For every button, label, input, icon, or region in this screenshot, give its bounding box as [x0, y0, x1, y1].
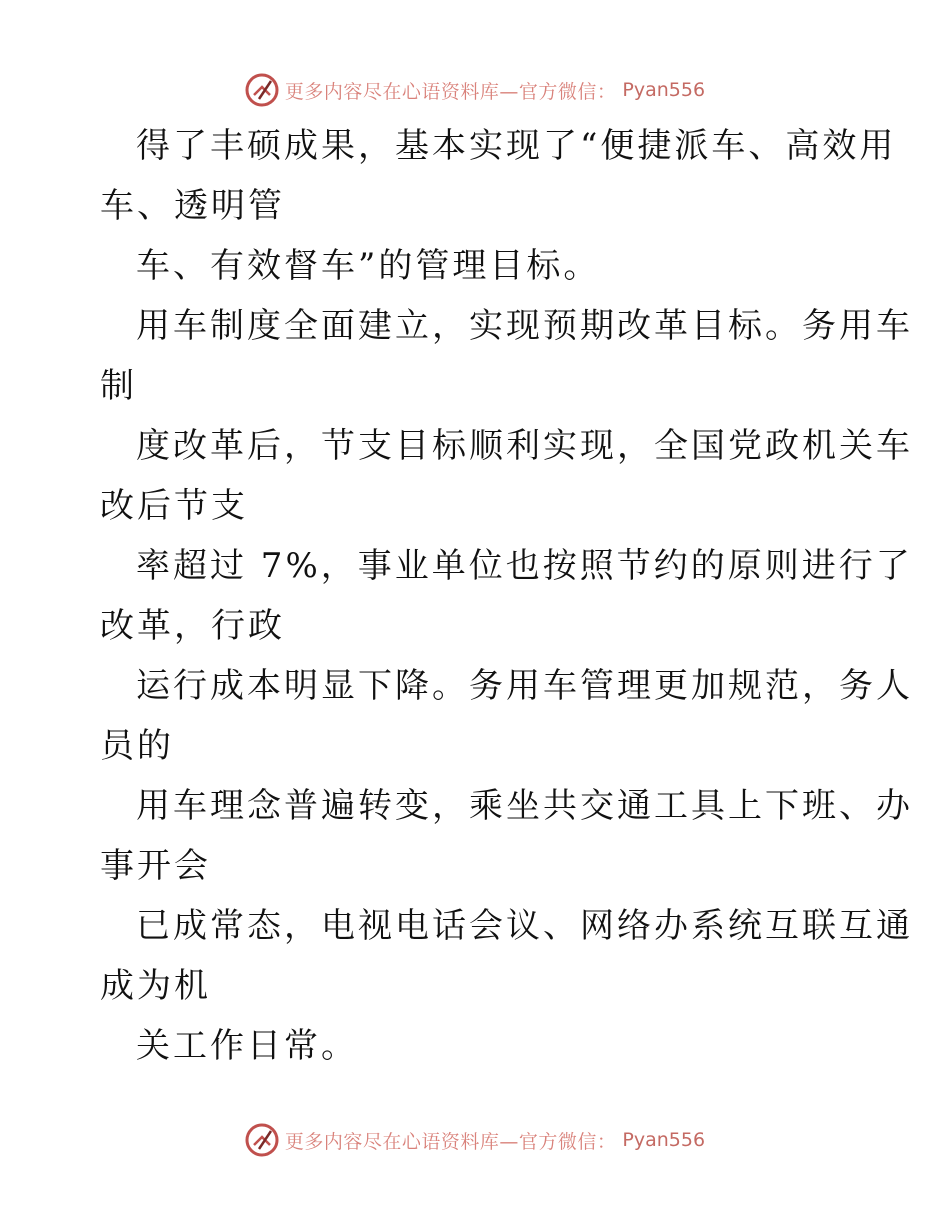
watermark-text: 更多内容尽在心语资料库—官方微信： — [284, 80, 617, 103]
body-line: 关工作日常。 — [136, 1026, 358, 1066]
body-line: 率超过 7%，事业单位也按照节约的原则进行了 — [136, 546, 913, 586]
body-line: 车、透明管 — [100, 186, 285, 226]
body-line: 得了丰硕成果，基本实现了“便捷派车、高效用 — [136, 126, 897, 166]
document-body — [100, 116, 913, 1076]
body-line: 成为机 — [100, 966, 211, 1006]
watermark-text: 更多内容尽在心语资料库—官方微信： — [284, 1130, 617, 1153]
body-line: 度改革后，节支目标顺利实现，全国党政机关车 — [136, 426, 913, 466]
body-line: 员的 — [100, 726, 174, 766]
body-line: 用车制度全面建立，实现预期改革目标。务用车 — [136, 306, 913, 346]
body-line: 改后节支 — [100, 486, 248, 526]
footer-watermark — [0, 1120, 950, 1160]
book-quill-logo-icon — [245, 1123, 279, 1157]
body-line: 运行成本明显下降。务用车管理更加规范，务人 — [136, 666, 913, 706]
body-line: 制 — [100, 366, 137, 406]
book-quill-logo-icon — [245, 73, 279, 107]
body-line: 车、有效督车”的管理目标。 — [136, 246, 601, 286]
body-line: 已成常态，电视电话会议、网络办系统互联互通 — [136, 906, 913, 946]
wechat-id: Pyan556 — [622, 1129, 706, 1151]
wechat-id: Pyan556 — [622, 79, 706, 101]
body-line: 改革，行政 — [100, 606, 285, 646]
body-line: 用车理念普遍转变，乘坐共交通工具上下班、办 — [136, 786, 913, 826]
body-line: 事开会 — [100, 846, 211, 886]
header-watermark — [0, 70, 950, 110]
